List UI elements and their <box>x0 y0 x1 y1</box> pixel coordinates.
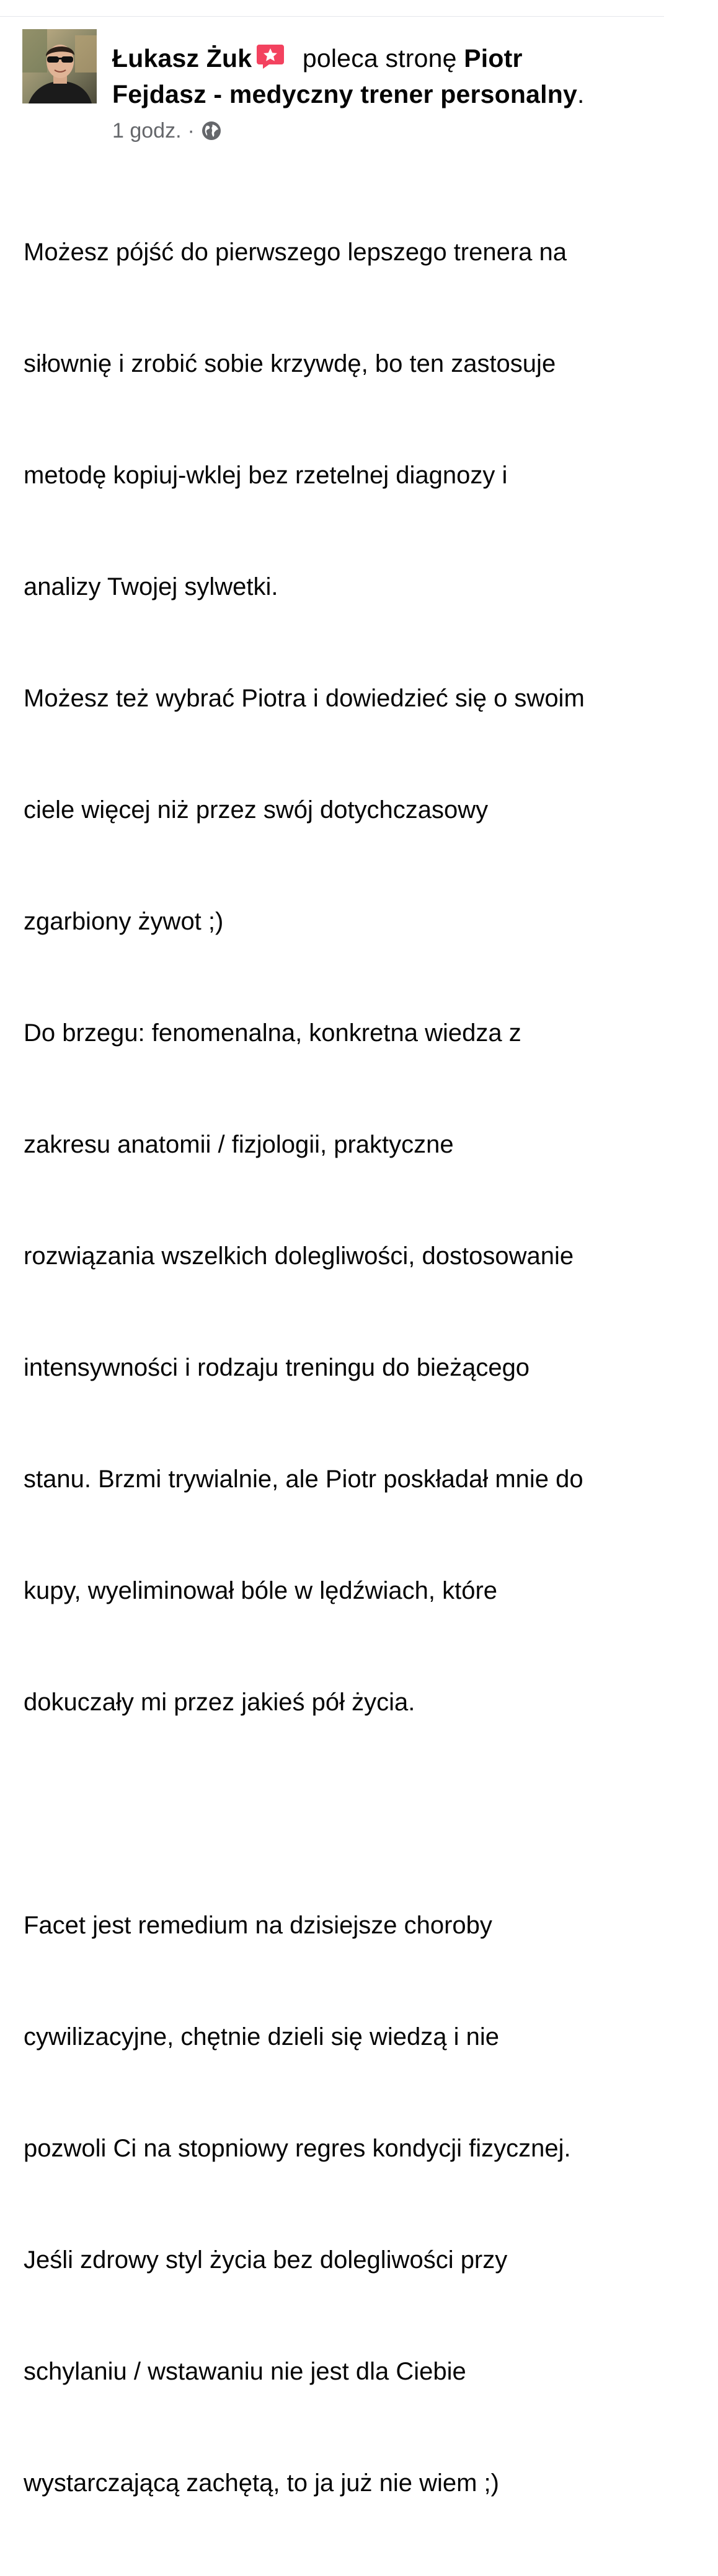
page-name-part1: Piotr <box>464 44 523 73</box>
body-line: dokuczały mi przez jakieś pół życia. <box>24 1689 415 1716</box>
author-name-link[interactable]: Łukasz Żuk <box>112 44 252 73</box>
meta-separator: · <box>187 118 195 143</box>
body-line: Możesz też wybrać Piotra i dowiedzieć się o swoim <box>24 685 585 712</box>
body-line: Facet jest remedium na dzisiejsze choroby <box>24 1912 492 1939</box>
body-line: stanu. Brzmi trywialnie, ale Piotr poskładał mnie do <box>24 1466 583 1493</box>
body-line: Do brzegu: fenomenalna, konkretna wiedza z <box>24 1019 521 1047</box>
page-name-part2: Fejdasz - medyczny trener personalny <box>112 80 578 108</box>
body-line: ciele więcej niż przez swój dotychczasowy <box>24 796 489 824</box>
body-line: wystarczającą zachętą, to ja już nie wiem ;) <box>24 2469 499 2497</box>
body-line: siłownię i zrobić sobie krzywdę, bo ten zastosuje <box>24 350 556 377</box>
page-name-period: . <box>577 80 585 108</box>
body-line: Jeśli zdrowy styl życia bez dolegliwości przy <box>24 2246 508 2274</box>
recommendation-star-icon <box>255 43 285 69</box>
post-card <box>0 17 664 2497</box>
body-line: metodę kopiuj-wklej bez rzetelnej diagnozy i <box>24 462 508 489</box>
post-header <box>112 40 658 112</box>
body-line: intensywności i rodzaju treningu do bieżącego <box>24 1354 530 1381</box>
body-line: rozwiązania wszelkich dolegliwości, dostosowanie <box>24 1242 574 1270</box>
body-line: zgarbiony żywot ;) <box>24 908 224 935</box>
body-line: Możesz pójść do pierwszego lepszego trenera na <box>24 239 567 266</box>
recommend-action-text: poleca stronę <box>295 44 464 73</box>
avatar-photo <box>22 29 97 103</box>
body-line: schylaniu / wstawaniu nie jest dla Ciebie <box>24 2358 466 2385</box>
body-line-blank <box>24 1795 718 1832</box>
post-meta <box>112 116 222 146</box>
body-line: pozwoli Ci na stopniowy regres kondycji fizycznej. <box>24 2135 571 2162</box>
body-line: analizy Twojej sylwetki. <box>24 573 278 600</box>
post-body-text <box>24 159 718 2576</box>
post-timestamp[interactable]: 1 godz. <box>112 118 182 143</box>
body-line: kupy, wyeliminował bóle w lędźwiach, które <box>24 1577 498 1604</box>
globe-icon[interactable] <box>201 120 222 141</box>
body-line: cywilizacyjne, chętnie dzieli się wiedzą i nie <box>24 2023 500 2051</box>
body-line: zakresu anatomii / fizjologii, praktyczne <box>24 1131 454 1158</box>
author-avatar[interactable] <box>22 29 97 103</box>
